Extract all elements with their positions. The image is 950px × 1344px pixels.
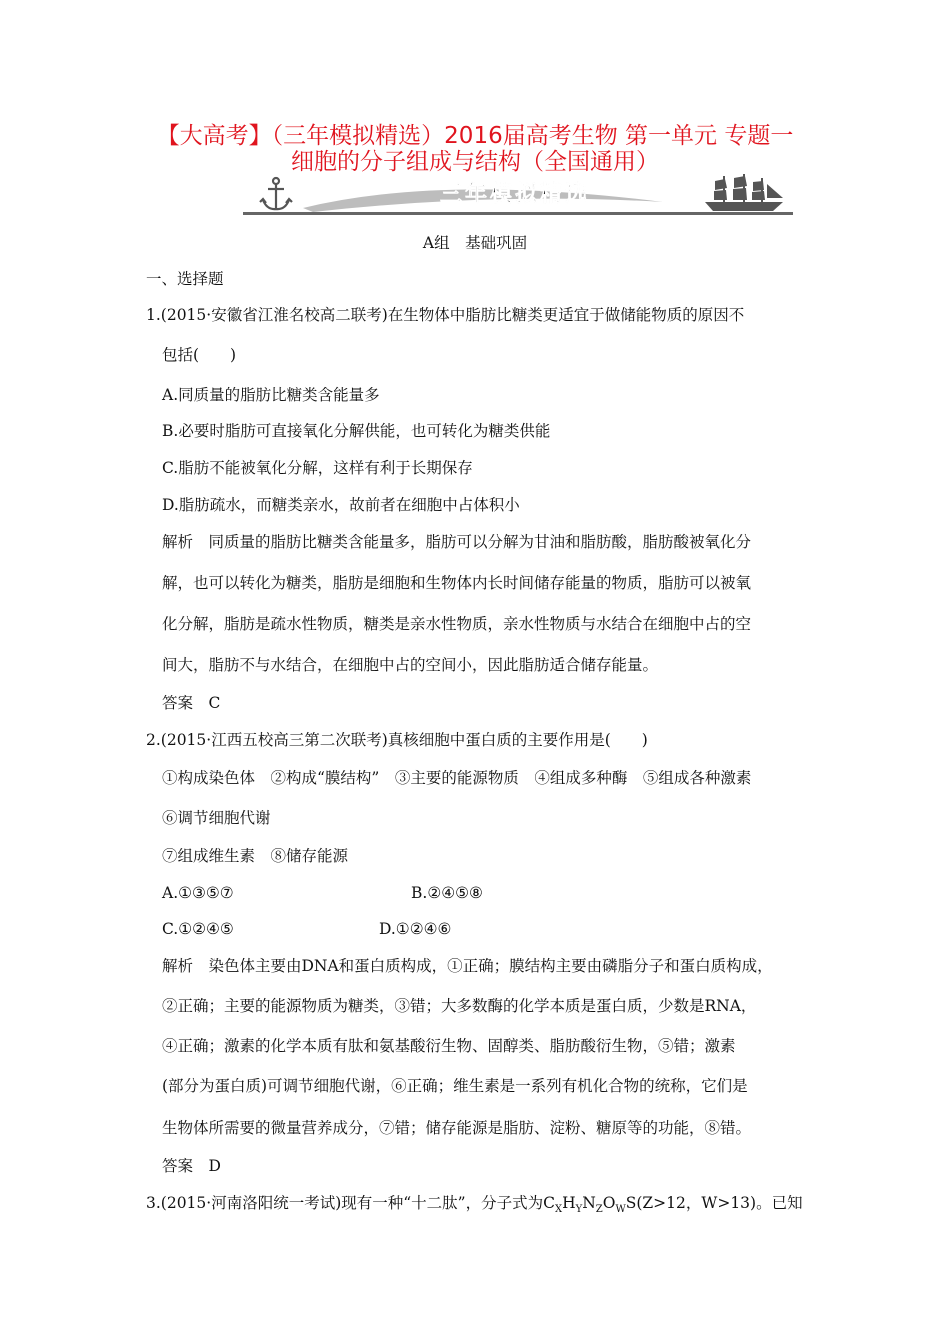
q2-analysis-line5: 生物体所需要的微量营养成分，⑦错；储存能源是脂肪、淀粉、糖原等的功能，⑧错。: [162, 1119, 752, 1137]
q2-analysis-line3: ④正确；激素的化学本质有肽和氨基酸衍生物、固醇类、脂肪酸衍生物，⑤错；激素: [162, 1037, 736, 1055]
section-title: 一、选择题: [146, 270, 224, 288]
three-year-banner: [243, 172, 793, 218]
q3-element-o: O: [602, 1194, 616, 1212]
group-title: A组 基础巩固: [422, 234, 528, 252]
q1-answer: 答案 C: [162, 694, 221, 712]
q3-stem-suffix: S(Z>12，W>13)。已知: [625, 1194, 803, 1212]
q2-stem: 2.(2015·江西五校高三第二次联考)真核细胞中蛋白质的主要作用是( ): [146, 731, 648, 749]
q2-option-b: B.②④⑤⑧: [411, 884, 483, 902]
q2-analysis-line1: 解析 染色体主要由DNA和蛋白质构成，①正确；膜结构主要由磷脂分子和蛋白质构成，: [162, 957, 773, 975]
document-title-line1: 【大高考】（三年模拟精选）2016届高考生物 第一单元 专题一: [156, 123, 794, 149]
q1-analysis-line3: 化分解，脂肪是疏水性物质，糖类是亲水性物质，亲水性物质与水结合在细胞中占的空: [162, 615, 752, 633]
q1-analysis-line2: 解，也可以转化为糖类，脂肪是细胞和生物体内长时间储存能量的物质，脂肪可以被氧: [162, 574, 752, 592]
q1-option-d: D.脂肪疏水，而糖类亲水，故前者在细胞中占体积小: [162, 496, 520, 514]
q3-element-n: N: [582, 1194, 596, 1212]
q1-option-b: B.必要时脂肪可直接氧化分解供能，也可转化为糖类供能: [162, 422, 551, 440]
q2-items-line2: ⑥调节细胞代谢: [162, 809, 271, 827]
q3-sub-y: Y: [575, 1204, 583, 1216]
q1-option-a: A.同质量的脂肪比糖类含能量多: [162, 386, 380, 404]
q1-analysis-line1: 解析 同质量的脂肪比糖类含能量多，脂肪可以分解为甘油和脂肪酸，脂肪酸被氧化分: [162, 533, 752, 551]
anchor-icon: [260, 178, 292, 209]
q3-stem-prefix: 3.(2015·河南洛阳统一考试)现有一种“十二肽”，分子式为C: [146, 1194, 555, 1212]
banner-text: 三年模拟精选: [439, 182, 591, 207]
q2-answer: 答案 D: [162, 1157, 221, 1175]
q2-analysis-line2: ②正确；主要的能源物质为糖类，③错；大多数酶的化学本质是蛋白质，少数是RNA，: [162, 997, 757, 1015]
q1-stem-line2: 包括( ): [162, 346, 237, 364]
q2-items-line3: ⑦组成维生素 ⑧储存能源: [162, 847, 349, 865]
q2-analysis-line4: (部分为蛋白质)可调节细胞代谢，⑥正确；维生素是一系列有机化合物的统称，它们是: [162, 1077, 748, 1095]
ship-icon: [705, 174, 783, 211]
q2-items-line1: ①构成染色体 ②构成“膜结构” ③主要的能源物质 ④组成多种酶 ⑤组成各种激素: [162, 769, 752, 787]
q3-stem: [146, 1192, 803, 1221]
q3-sub-z: Z: [595, 1204, 603, 1216]
q1-option-c: C.脂肪不能被氧化分解，这样有利于长期保存: [162, 459, 473, 477]
q2-option-c: C.①②④⑤: [162, 920, 234, 938]
q1-stem-line1: 1.(2015·安徽省江淮名校高二联考)在生物体中脂肪比糖类更适宜于做储能物质的原因不: [146, 306, 745, 324]
q2-option-a: A.①③⑤⑦: [162, 884, 234, 902]
q3-sub-w: W: [615, 1204, 626, 1216]
q3-sub-x: X: [554, 1204, 563, 1216]
document-title-line2: 细胞的分子组成与结构（全国通用）: [291, 149, 659, 175]
q1-analysis-line4: 间大，脂肪不与水结合，在细胞中占的空间小，因此脂肪适合储存能量。: [162, 656, 659, 674]
q3-element-h: H: [562, 1194, 576, 1212]
q2-option-d: D.①②④⑥: [379, 920, 452, 938]
